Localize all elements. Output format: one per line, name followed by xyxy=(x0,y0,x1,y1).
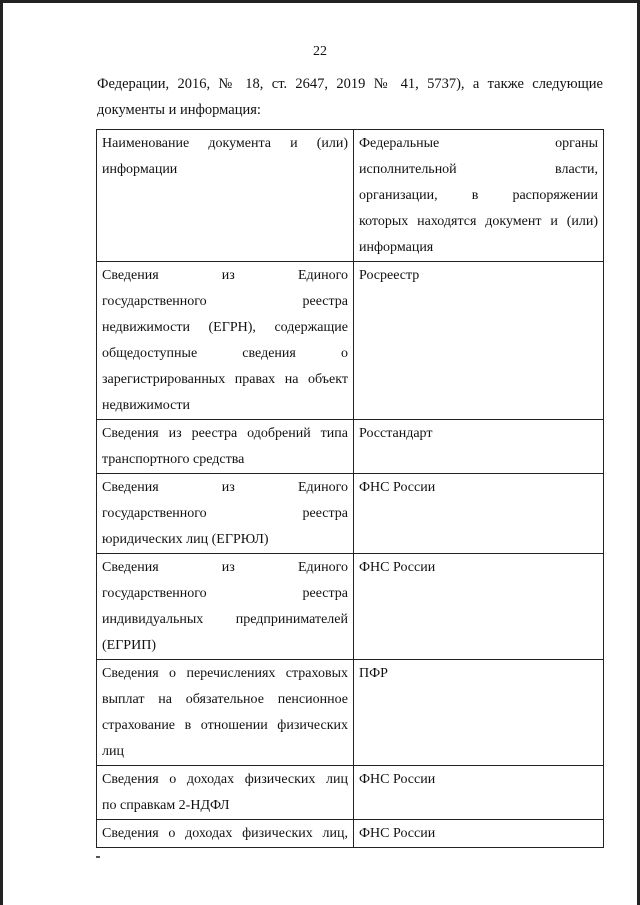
header-col2-line: информация xyxy=(359,240,434,255)
table-row xyxy=(97,262,604,420)
document-line: зарегистрированных правах на объект xyxy=(102,372,348,387)
header-col2-line: Федеральные органы xyxy=(359,136,598,151)
document-line: Сведения из реестра одобрений типа xyxy=(102,426,348,441)
document-line: Сведения о перечислениях страховых xyxy=(102,666,348,681)
document-line: государственного реестра xyxy=(102,506,348,521)
document-line: Сведения из Единого xyxy=(102,268,348,283)
row-document-name xyxy=(97,820,354,848)
document-line: общедоступные сведения о xyxy=(102,346,348,361)
row-document-name xyxy=(97,554,354,660)
document-line: транспортного средства xyxy=(102,452,245,467)
table-header-row xyxy=(97,130,604,262)
table-row xyxy=(97,660,604,766)
row-document-name xyxy=(97,660,354,766)
page-number: 22 xyxy=(313,44,327,59)
header-col2-line: которых находятся документ и (или) xyxy=(359,214,598,229)
intro-line-2: документы и информация: xyxy=(97,102,261,118)
document-line: недвижимости (ЕГРН), содержащие xyxy=(102,320,348,335)
row-document-name xyxy=(97,420,354,474)
table-row xyxy=(97,554,604,660)
document-line: по справкам 2-НДФЛ xyxy=(102,798,230,813)
table-row xyxy=(97,474,604,554)
scan-edge-left xyxy=(0,0,3,905)
documents-table xyxy=(96,129,604,848)
row-agency: ФНС России xyxy=(354,766,604,820)
document-line: государственного реестра xyxy=(102,294,348,309)
row-document-name xyxy=(97,766,354,820)
row-agency: Росстандарт xyxy=(354,420,604,474)
row-agency: ФНС России xyxy=(354,820,604,848)
header-col2-line: организации, в распоряжении xyxy=(359,188,598,203)
intro-paragraph xyxy=(97,71,603,123)
document-line: юридических лиц (ЕГРЮЛ) xyxy=(102,532,269,547)
header-col2-line: исполнительной власти, xyxy=(359,162,598,177)
document-line: Сведения о доходах физических лиц xyxy=(102,772,348,787)
intro-line-1: Федерации, 2016, № 18, ст. 2647, 2019 № 41, 5737), а также следующие xyxy=(97,76,603,92)
header-col1-line: информации xyxy=(102,162,178,177)
scan-edge-top xyxy=(0,0,640,3)
document-line: Сведения из Единого xyxy=(102,480,348,495)
scan-speck xyxy=(96,856,100,858)
table-row xyxy=(97,766,604,820)
row-agency: Росреестр xyxy=(354,262,604,420)
row-document-name xyxy=(97,474,354,554)
document-line: индивидуальных предпринимателей xyxy=(102,612,348,627)
document-line: недвижимости xyxy=(102,398,190,413)
document-line: выплат на обязательное пенсионное xyxy=(102,692,348,707)
document-line: государственного реестра xyxy=(102,586,348,601)
row-agency: ФНС России xyxy=(354,474,604,554)
document-line: Сведения о доходах физических лиц, xyxy=(102,826,348,841)
header-document-name xyxy=(97,130,354,262)
table-row xyxy=(97,820,604,848)
table-row xyxy=(97,420,604,474)
document-line: лиц xyxy=(102,744,124,759)
document-line: Сведения из Единого xyxy=(102,560,348,575)
row-document-name xyxy=(97,262,354,420)
header-col1-line: Наименование документа и (или) xyxy=(102,136,348,151)
row-agency: ФНС России xyxy=(354,554,604,660)
document-line: (ЕГРИП) xyxy=(102,638,156,653)
header-agency xyxy=(354,130,604,262)
document-line: страхование в отношении физических xyxy=(102,718,348,733)
row-agency: ПФР xyxy=(354,660,604,766)
